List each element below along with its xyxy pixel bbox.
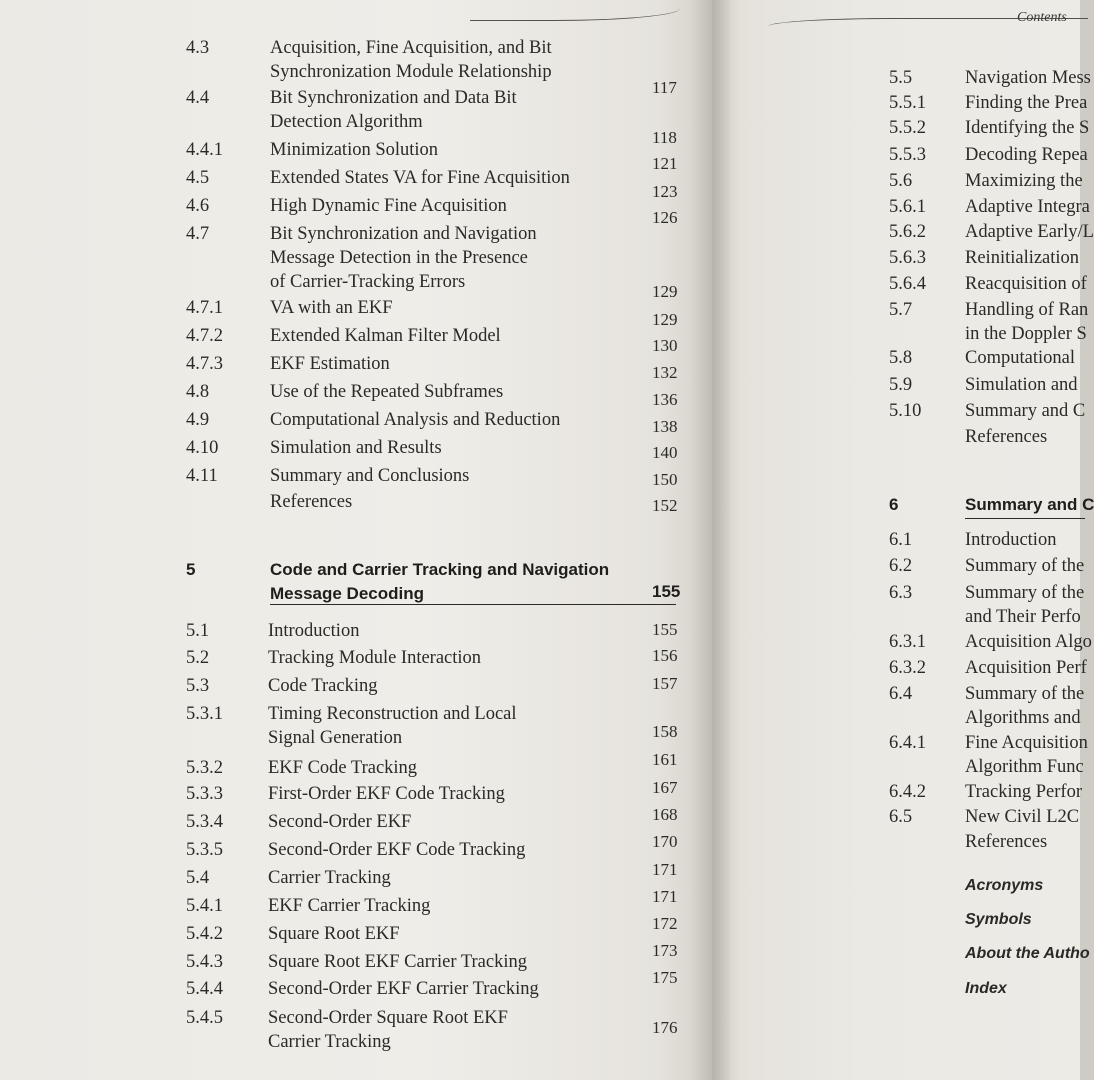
page-number: 176 bbox=[652, 1018, 678, 1037]
page-number: 150 bbox=[652, 470, 678, 489]
section-number: 5.7 bbox=[889, 300, 913, 320]
page-number: 171 bbox=[652, 887, 678, 906]
section-title: Summary and Conclusions bbox=[270, 466, 470, 486]
section-title: Computational bbox=[965, 348, 1075, 368]
section-title: References bbox=[270, 492, 353, 512]
section-title: Acquisition, Fine Acquisition, and Bit bbox=[270, 38, 552, 58]
section-number: 5.4.4 bbox=[186, 979, 223, 999]
section-title: EKF Estimation bbox=[270, 354, 390, 374]
section-title: Bit Synchronization and Data Bit bbox=[270, 88, 517, 108]
section-number: 6.5 bbox=[889, 807, 913, 827]
chapter-rule bbox=[270, 604, 676, 605]
section-title: VA with an EKF bbox=[270, 298, 393, 318]
section-number: 6.3.1 bbox=[889, 632, 926, 652]
section-number: 6.2 bbox=[889, 556, 913, 576]
section-number: 5.5.3 bbox=[889, 145, 926, 165]
page-number: 161 bbox=[652, 750, 678, 769]
section-number: 5.9 bbox=[889, 375, 913, 395]
page-number: 152 bbox=[652, 496, 678, 515]
page-number: 129 bbox=[652, 282, 678, 301]
section-title: Extended States VA for Fine Acquisition bbox=[270, 168, 570, 188]
section-number: 5.4.5 bbox=[186, 1008, 223, 1028]
section-title: Square Root EKF bbox=[268, 924, 400, 944]
section-title: Code Tracking bbox=[268, 676, 378, 696]
page-edge-curve bbox=[470, 0, 680, 21]
section-number: 5.6 bbox=[889, 171, 913, 191]
section-number: 5.3.5 bbox=[186, 840, 223, 860]
section-title: of Carrier-Tracking Errors bbox=[270, 272, 466, 292]
section-title: Second-Order Square Root EKF bbox=[268, 1008, 508, 1028]
section-number: 6.4.2 bbox=[889, 782, 926, 802]
section-number: 4.7.1 bbox=[186, 298, 223, 318]
page-number: 173 bbox=[652, 941, 678, 960]
chapter-rule bbox=[965, 518, 1085, 519]
section-title: Carrier Tracking bbox=[268, 1032, 391, 1052]
section-title: Handling of Ran bbox=[965, 300, 1089, 320]
section-title: Detection Algorithm bbox=[270, 112, 423, 132]
section-title: Use of the Repeated Subframes bbox=[270, 382, 504, 402]
section-title: Algorithm Func bbox=[965, 757, 1084, 777]
section-title: Identifying the S bbox=[965, 118, 1090, 138]
section-title: First-Order EKF Code Tracking bbox=[268, 784, 505, 804]
section-number: 5.8 bbox=[889, 348, 913, 368]
chapter-title: Message Decoding bbox=[270, 584, 424, 603]
page-number: 171 bbox=[652, 860, 678, 879]
section-title: References bbox=[965, 832, 1048, 852]
section-title: Tracking Module Interaction bbox=[268, 648, 482, 668]
section-title: Synchronization Module Relationship bbox=[270, 62, 552, 82]
section-title: Adaptive Integra bbox=[965, 197, 1090, 217]
section-title: Adaptive Early/L bbox=[965, 222, 1094, 242]
section-number: 4.10 bbox=[186, 438, 219, 458]
section-number: 6.3.2 bbox=[889, 658, 926, 678]
section-title: Computational Analysis and Reduction bbox=[270, 410, 561, 430]
section-number: 5.3.4 bbox=[186, 812, 223, 832]
page-number: 132 bbox=[652, 363, 678, 382]
section-title: Summary and C bbox=[965, 401, 1086, 421]
section-title: Square Root EKF Carrier Tracking bbox=[268, 952, 527, 972]
section-title: Summary of the bbox=[965, 583, 1085, 603]
section-number: 6.4.1 bbox=[889, 733, 926, 753]
page-number: 138 bbox=[652, 417, 678, 436]
section-title: Summary of the bbox=[965, 684, 1085, 704]
section-number: 6.3 bbox=[889, 583, 913, 603]
chapter-title: Code and Carrier Tracking and Navigation bbox=[270, 560, 610, 579]
section-number: 5.6.2 bbox=[889, 222, 926, 242]
section-title: Navigation Mess bbox=[965, 68, 1091, 88]
section-title: Simulation and Results bbox=[270, 438, 442, 458]
chapter-title: Summary and C bbox=[965, 495, 1094, 514]
section-number: 4.7 bbox=[186, 224, 210, 244]
section-number: 5.6.1 bbox=[889, 197, 926, 217]
section-title: Algorithms and bbox=[965, 708, 1081, 728]
section-title: Introduction bbox=[268, 621, 360, 641]
section-title: Minimization Solution bbox=[270, 140, 439, 160]
backmatter-entry: Index bbox=[965, 980, 1007, 997]
section-title: Acquisition Algo bbox=[965, 632, 1092, 652]
section-number: 5.2 bbox=[186, 648, 210, 668]
section-title: High Dynamic Fine Acquisition bbox=[270, 196, 507, 216]
section-title: Carrier Tracking bbox=[268, 868, 391, 888]
section-title: Second-Order EKF bbox=[268, 812, 412, 832]
section-number: 4.3 bbox=[186, 38, 210, 58]
right-page bbox=[712, 0, 1094, 1080]
page-number: 130 bbox=[652, 336, 678, 355]
section-number: 4.11 bbox=[186, 466, 218, 486]
page-number: 126 bbox=[652, 208, 678, 227]
section-number: 4.6 bbox=[186, 196, 210, 216]
section-title: Reacquisition of bbox=[965, 274, 1087, 294]
section-title: Signal Generation bbox=[268, 728, 403, 748]
section-number: 5.1 bbox=[186, 621, 210, 641]
chapter-page-number: 155 bbox=[652, 582, 681, 601]
section-title: Finding the Prea bbox=[965, 93, 1088, 113]
section-number: 5.4.1 bbox=[186, 896, 223, 916]
page-number: 117 bbox=[652, 78, 677, 97]
backmatter-entry: Acronyms bbox=[965, 877, 1044, 894]
section-number: 4.9 bbox=[186, 410, 210, 430]
section-number: 5.6.4 bbox=[889, 274, 926, 294]
page-number: 123 bbox=[652, 182, 678, 201]
page-number: 129 bbox=[652, 310, 678, 329]
section-number: 5.5.2 bbox=[889, 118, 926, 138]
page-number: 140 bbox=[652, 443, 678, 462]
section-number: 6.1 bbox=[889, 530, 913, 550]
running-header: Contents bbox=[1017, 10, 1067, 25]
section-number: 5.5.1 bbox=[889, 93, 926, 113]
section-title: Simulation and bbox=[965, 375, 1078, 395]
section-number: 5.10 bbox=[889, 401, 922, 421]
page-number: 168 bbox=[652, 805, 678, 824]
section-number: 6.4 bbox=[889, 684, 913, 704]
page-number: 156 bbox=[652, 646, 678, 665]
page-number: 175 bbox=[652, 968, 678, 987]
section-title: Tracking Perfor bbox=[965, 782, 1082, 802]
section-title: Introduction bbox=[965, 530, 1057, 550]
section-title: Second-Order EKF Code Tracking bbox=[268, 840, 526, 860]
backmatter-entry: Symbols bbox=[965, 911, 1032, 928]
backmatter-entry: About the Autho bbox=[965, 945, 1090, 962]
section-title: New Civil L2C bbox=[965, 807, 1080, 827]
page-number: 121 bbox=[652, 154, 678, 173]
page-number: 155 bbox=[652, 620, 678, 639]
section-title: Second-Order EKF Carrier Tracking bbox=[268, 979, 539, 999]
section-number: 5.4.2 bbox=[186, 924, 223, 944]
page-number: 157 bbox=[652, 674, 678, 693]
section-number: 5.6.3 bbox=[889, 248, 926, 268]
section-number: 5.3.2 bbox=[186, 758, 223, 778]
book-gutter bbox=[690, 0, 730, 1080]
section-number: 4.8 bbox=[186, 382, 210, 402]
page-number: 170 bbox=[652, 832, 678, 851]
section-title: Timing Reconstruction and Local bbox=[268, 704, 517, 724]
section-number: 5.4 bbox=[186, 868, 210, 888]
section-number: 4.4 bbox=[186, 88, 210, 108]
section-number: 4.7.2 bbox=[186, 326, 223, 346]
section-title: EKF Carrier Tracking bbox=[268, 896, 431, 916]
section-title: Reinitialization bbox=[965, 248, 1080, 268]
section-number: 5.5 bbox=[889, 68, 913, 88]
chapter-number: 6 bbox=[889, 495, 899, 514]
section-title: EKF Code Tracking bbox=[268, 758, 418, 778]
section-title: Summary of the bbox=[965, 556, 1085, 576]
section-title: in the Doppler S bbox=[965, 324, 1087, 344]
page-number: 172 bbox=[652, 914, 678, 933]
section-number: 5.3.3 bbox=[186, 784, 223, 804]
section-number: 5.3.1 bbox=[186, 704, 223, 724]
page-number: 136 bbox=[652, 390, 678, 409]
page-number: 167 bbox=[652, 778, 678, 797]
page-number: 158 bbox=[652, 722, 678, 741]
section-title: References bbox=[965, 427, 1048, 447]
section-title: Maximizing the bbox=[965, 171, 1083, 191]
section-title: Fine Acquisition bbox=[965, 733, 1088, 753]
chapter-number: 5 bbox=[186, 560, 196, 579]
section-number: 4.5 bbox=[186, 168, 210, 188]
section-title: and Their Perfo bbox=[965, 607, 1081, 627]
section-number: 5.3 bbox=[186, 676, 210, 696]
section-title: Message Detection in the Presence bbox=[270, 248, 528, 268]
section-number: 5.4.3 bbox=[186, 952, 223, 972]
section-title: Bit Synchronization and Navigation bbox=[270, 224, 537, 244]
section-title: Extended Kalman Filter Model bbox=[270, 326, 501, 346]
section-title: Acquisition Perf bbox=[965, 658, 1087, 678]
page-number: 118 bbox=[652, 128, 677, 147]
section-number: 4.4.1 bbox=[186, 140, 223, 160]
section-number: 4.7.3 bbox=[186, 354, 223, 374]
section-title: Decoding Repea bbox=[965, 145, 1088, 165]
